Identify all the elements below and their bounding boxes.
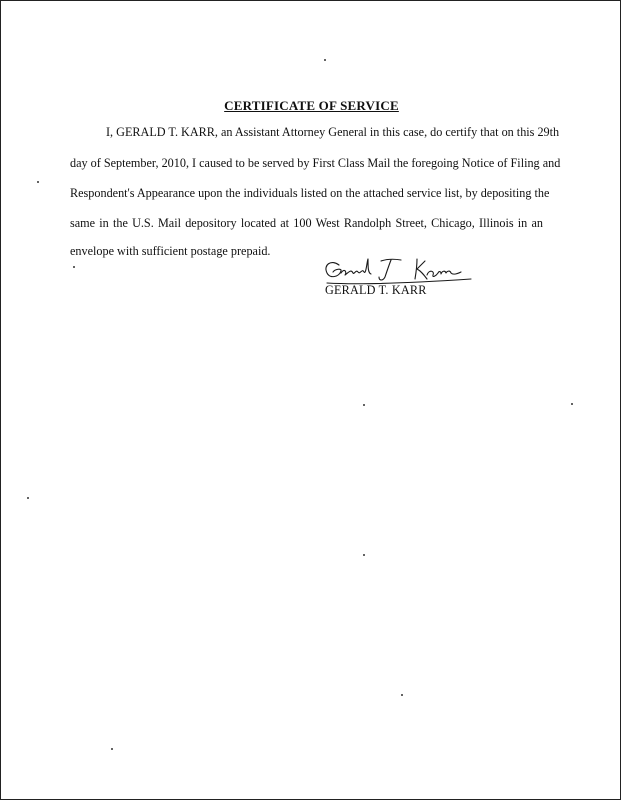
body-line-5: envelope with sufficient postage prepaid. bbox=[70, 244, 271, 258]
body-line-1: I, GERALD T. KARR, an Assistant Attorney General in this case, do certify that on this 29th bbox=[106, 125, 560, 139]
scan-speck bbox=[37, 181, 39, 183]
scan-speck bbox=[571, 403, 573, 405]
scan-speck bbox=[363, 404, 365, 406]
body-line-4: same in the U.S. Mail depository located at 100 West Randolph Street, Chicago, Illinois in an bbox=[70, 216, 543, 230]
body-line-2: day of September, 2010, I caused to be served by First Class Mail the foregoing Notice of Filing and bbox=[70, 156, 561, 170]
scan-speck bbox=[363, 554, 365, 556]
scan-speck bbox=[324, 59, 326, 61]
certificate-title: CERTIFICATE OF SERVICE bbox=[224, 98, 399, 113]
signer-name: GERALD T. KARR bbox=[325, 283, 427, 297]
scan-speck bbox=[27, 497, 29, 499]
scan-speck bbox=[401, 694, 403, 696]
scan-speck bbox=[111, 748, 113, 750]
scan-speck bbox=[73, 266, 75, 268]
body-line-3: Respondent's Appearance upon the individuals listed on the attached service list, by depositing the bbox=[70, 186, 550, 200]
